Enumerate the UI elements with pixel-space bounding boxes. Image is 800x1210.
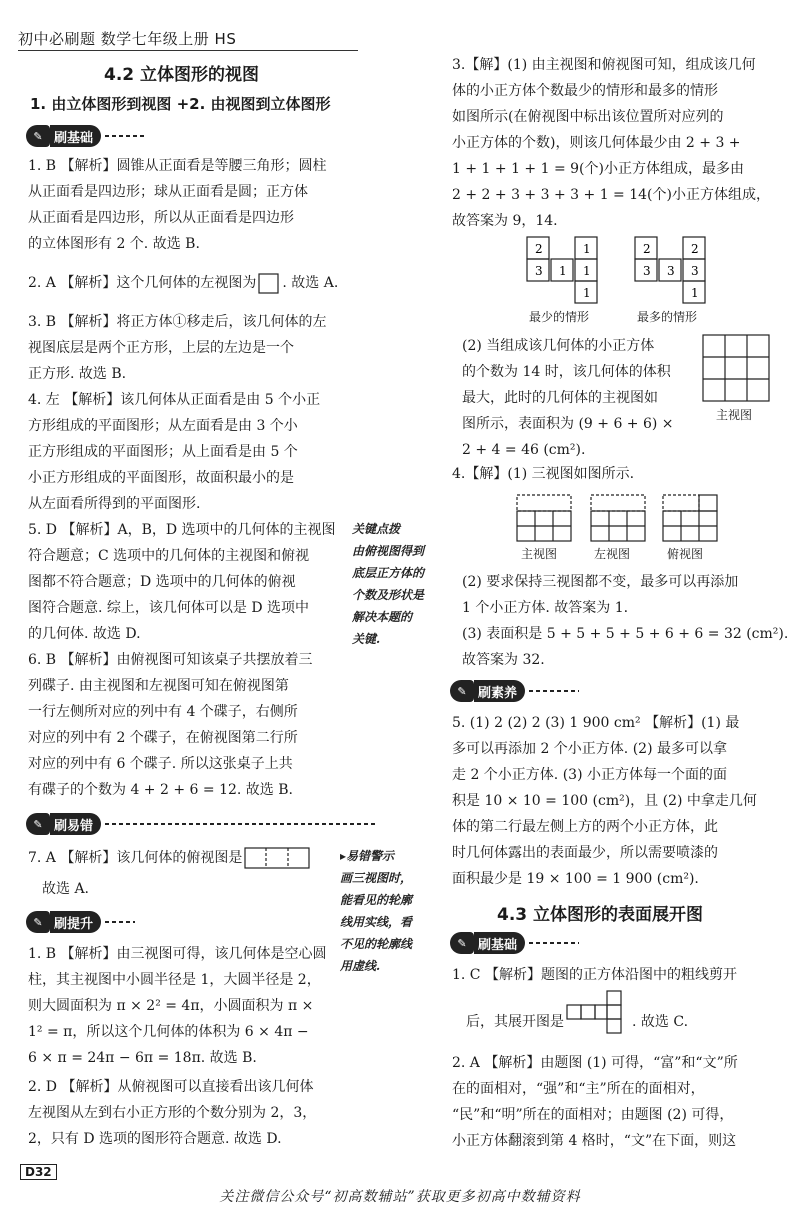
- svg-text:3: 3: [643, 264, 651, 278]
- left-view-figure: [258, 272, 280, 294]
- answer-1: 1. B 【解析】圆锥从正面看是等腰三角形；圆柱 从正面看是四边形；球从正面看是圆；正方体 从正面看是四边形，所以从正面看是四边形 的立体图形有 2 个. 故选 B.: [28, 158, 327, 252]
- answer-6: 6. B 【解析】由俯视图可知该桌子共摆放着三 列碟子. 由主视图和左视图可知在俯视图第 一行左侧所对应的列中有 4 个碟子，右侧所 对应的列中有 2 个碟子，在俯视图第二行所 对应的列中有 6 个碟子. 所以这张桌子上共 有碟子的个数为 4 + 2 + 6 = 12. 故选 B.: [28, 652, 313, 798]
- top-view-grid: [662, 494, 718, 542]
- left-view-caption: 左视图: [594, 547, 631, 561]
- answer-2: 2. A 【解析】这个几何体的左视图为 . 故选 A.: [28, 270, 428, 296]
- error-warning-note: ▸易错警示 画三视图时， 能看见的轮廓 线用实线，看 不见的轮廓线 用虚线.: [340, 849, 413, 973]
- net-answer-1-line1: 1. C 【解析】题图的正方体沿图中的粗线剪开: [452, 967, 737, 983]
- footer-note: 关注微信公众号“初高数辅站”获取更多初高中数辅资料: [219, 1189, 581, 1205]
- badge-base: ✎ 刷基础: [26, 125, 145, 147]
- badge-error: ✎ 刷易错: [26, 813, 375, 835]
- pen-icon: ✎: [26, 911, 50, 933]
- answer-4: 4. 左 【解析】该几何体从正面看是由 5 个小正 方形组成的平面图形；从左面看是由 3 个小 正方形组成的平面图形；从上面看是由 5 个 小正方形组成的平面图形，故面积最小的是 从左面看所得到的平面图形.: [28, 392, 321, 512]
- badge-base-2: ✎ 刷基础: [450, 932, 579, 954]
- answer-right-3: 3.【解】(1) 由主视图和俯视图可知，组成该几何 体的小正方体个数最少的情形和最多的情形 如图所示(在俯视图中标出该位置所对应列的 小正方体的个数)，则该几何体最少由 2 + 3 + 1 + 1 + 1 + 1 = 9(个)小正方体组成，最多由 2 + 2 + 3 + 3 + 3 + 1 = 14(个)小正方体组成， 故答案为 9，14.: [452, 57, 770, 229]
- improve-answer-2: 2. D 【解析】从俯视图可以直接看出该几何体 左视图从左到右小正方形的个数分别为 2，3， 2，只有 D 选项的图形符合题意. 故选 D.: [28, 1079, 317, 1147]
- main-view-caption: 主视图: [716, 408, 753, 422]
- answer-7: 7. A 【解析】该几何体的俯视图是: [28, 845, 358, 871]
- svg-text:2: 2: [535, 242, 543, 256]
- section-title-4-3: 4.3 立体图形的表面展开图: [497, 905, 704, 925]
- pen-icon: ✎: [450, 932, 474, 954]
- left-view-grid: [590, 494, 646, 542]
- main-view-grid: [702, 334, 770, 402]
- badge-literacy: ✎ 刷素养: [450, 680, 579, 702]
- svg-text:1: 1: [583, 264, 591, 278]
- top-view-caption: 俯视图: [667, 547, 704, 561]
- answer-3: 3. B 【解析】将正方体①移走后，该几何体的左 视图底层是两个正方形，上层的左边是一个 正方形. 故选 B.: [28, 314, 327, 382]
- book-header: 初中必刷题 数学七年级上册 HS: [18, 30, 237, 48]
- pen-icon: ✎: [450, 680, 474, 702]
- header-rule: [18, 50, 358, 51]
- svg-text:1: 1: [583, 242, 591, 256]
- pen-icon: ✎: [26, 125, 50, 147]
- svg-text:1: 1: [691, 286, 699, 300]
- svg-text:2: 2: [643, 242, 651, 256]
- literacy-answer-5: 5. (1) 2 (2) 2 (3) 1 900 cm² 【解析】(1) 最 多可以再添加 2 个小正方体. (2) 最多可以拿 走 2 个小正方体. (3) 小正方体每一个面的面 积是 10 × 10 = 100 (cm²)，且 (2) 中拿走几何 体的第二行最左侧上方的两个小正方体，此 时几何体露出的表面最少，所以需要喷漆的 面积最少是 19 × 100 = 1 900 (cm²).: [452, 715, 757, 887]
- answer-5: 5. D 【解析】A，B，D 选项中的几何体的主视图 符合题意；C 选项中的几何体的主视图和俯视 图都不符合题意；D 选项中的几何体的俯视 图符合题意. 综上，该几何体可以是 D 选项中 的几何体. 故选 D.: [28, 522, 336, 642]
- badge-improve: ✎ 刷提升: [26, 911, 135, 933]
- front-view-grid: [516, 494, 572, 542]
- improve-answer-1: 1. B 【解析】由三视图可得，该几何体是空心圆 柱，其主视图中小圆半径是 1，大圆半径是 2， 则大圆面积为 π × 2² = 4π，小圆面积为 π × 1² = π，所以这个几何体的体积为 6 × 4π − 6 × π = 24π − 6π = 18π. 故选 B.: [28, 946, 327, 1066]
- svg-text:3: 3: [667, 264, 675, 278]
- key-point-note: 关键点拨 由俯视图得到 底层正方体的 个数及形状是 解决本题的 关键.: [352, 522, 425, 646]
- answer-right-3-2: (2) 当组成该几何体的小正方体 的个数为 14 时，该几何体的体积 最大，此时的几何体的主视图如 图所示，表面积为 (9 + 6 + 6) × 2 + 4 = 46 (cm²).: [462, 338, 674, 458]
- answer-7-end: 故选 A.: [42, 881, 90, 897]
- svg-text:1: 1: [559, 264, 567, 278]
- min-case-caption: 最少的情形: [529, 310, 590, 324]
- svg-text:1: 1: [583, 286, 591, 300]
- net-answer-1-line2: 后，其展开图是 . 故选 C.: [466, 1008, 796, 1036]
- svg-text:3: 3: [535, 264, 543, 278]
- max-case-caption: 最多的情形: [637, 310, 698, 324]
- svg-text:2: 2: [691, 242, 699, 256]
- cube-net-figure: [566, 990, 630, 1036]
- top-view-figure: [244, 846, 312, 870]
- answer-right-4-2: (2) 要求保持三视图都不变，最多可以再添加 1 个小正方体. 故答案为 1. (3) 表面积是 5 + 5 + 5 + 5 + 6 + 6 = 32 (cm²). 故答案为 32.: [462, 574, 789, 668]
- section-title-4-2: 4.2 立体图形的视图: [104, 65, 260, 85]
- svg-text:3: 3: [691, 264, 699, 278]
- page-number: D32: [20, 1164, 57, 1180]
- subsection-title: 1. 由立体图形到视图 +2. 由视图到立体图形: [30, 95, 331, 113]
- net-answer-2: 2. A 【解析】由题图 (1) 可得，“富”和“文”所 在的面相对，“强”和“主”所在的面相对， “民”和“明”所在的面相对；由题图 (2) 可得， 小正方体翻滚到第 4 格时，“文”在下面，则这: [452, 1055, 738, 1149]
- min-case-grid: [526, 236, 602, 304]
- answer-right-4: 4.【解】(1) 三视图如图所示.: [452, 466, 635, 482]
- max-case-grid: [634, 236, 710, 304]
- pen-icon: ✎: [26, 813, 50, 835]
- front-view-caption: 主视图: [521, 547, 558, 561]
